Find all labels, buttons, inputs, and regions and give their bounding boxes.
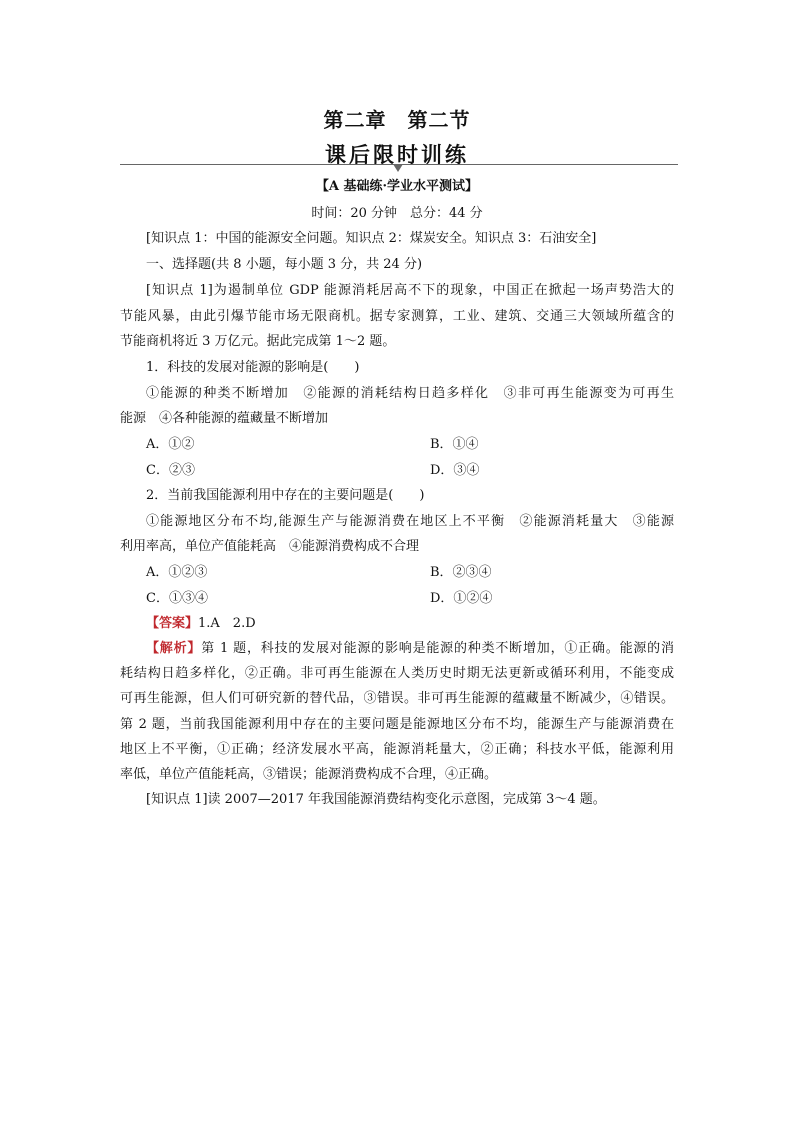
analysis-label: 【解析】 [146,641,202,656]
analysis-line-6: 率低，单位产值能耗高，③错误；能源消费构成不合理，④正确。 [120,767,498,782]
question-1-option-a: A．①② [146,437,195,452]
answer-label: 【答案】 [146,616,199,631]
knowledge-points: [知识点 1：中国的能源安全问题。知识点 2：煤炭安全。知识点 3：石油安全] [146,231,597,246]
intro-line-3: 节能商机将近 3 万亿元。据此完成第 1～2 题。 [120,334,396,349]
question-2-option-c: C．①③④ [146,591,208,606]
question-2-option-b: B．②③④ [430,565,492,580]
intro-line-1: [知识点 1]为遏制单位 GDP 能源消耗居高不下的现象，中国正在掀起一场声势浩大的 [146,283,674,298]
question-2-stem: 2．当前我国能源利用中存在的主要问题是( ) [146,488,425,503]
part-heading: 一、选择题(共 8 小题，每小题 3 分，共 24 分) [146,257,423,272]
analysis-line-4: 第 2 题，当前我国能源利用中存在的主要问题是能源地区分布不均，能源生产与能源消费在 [120,717,674,732]
question-1-stem: 1．科技的发展对能源的影响是( ) [146,360,360,375]
time-info: 时间：20 分钟 总分：44 分 [311,206,483,221]
next-item-intro: [知识点 1]读 2007—2017 年我国能源消费结构变化示意图，完成第 3～4 题。 [146,792,606,807]
analysis-line-2: 耗结构日趋多样化，②正确。非可再生能源在人类历史时期无法更新或循环利用，不能变成 [120,666,674,681]
chapter-title: 第二章 第二节 [323,108,471,132]
question-1-option-c: C．②③ [146,463,195,478]
question-1-line-1: ①能源的种类不断增加 ②能源的消耗结构日趋多样化 ③非可再生能源变为可再生 [146,386,674,401]
question-2-line-2: 利用率高，单位产值能耗高 ④能源消费构成不合理 [120,539,420,554]
question-2-option-a: A．①②③ [146,565,208,580]
question-1-line-2: 能源 ④各种能源的蕴藏量不断增加 [120,411,329,426]
page-title: 课后限时训练 [325,142,469,167]
question-1-option-b: B．①④ [430,437,479,452]
analysis-line-1 [146,640,674,658]
analysis-line-3: 可再生能源，但人们可研究新的替代品，③错误。非可再生能源的蕴藏量不断减少，④错误。 [120,691,674,706]
analysis-text-1: 第 1 题，科技的发展对能源的影响是能源的种类不断增加，①正确。能源的消 [201,641,674,656]
analysis-line-5: 地区上不平衡，①正确；经济发展水平高，能源消耗量大，②正确；科技水平低，能源利用 [120,742,674,757]
question-1-option-d: D．③④ [430,463,480,478]
answer-value: 1.A 2.D [198,616,256,631]
section-label: 【A 基础练·学业水平测试】 [315,179,479,194]
intro-line-2: 节能风暴，由此引爆节能市场无限商机。据专家测算，工业、建筑、交通三大领域所蕴含的 [120,309,674,324]
question-2-option-d: D．①②④ [430,591,493,606]
divider-triangle-icon [393,164,403,172]
question-2-line-1: ①能源地区分布不均,能源生产与能源消费在地区上不平衡 ②能源消耗量大 ③能源 [146,514,674,529]
answer-row [146,615,256,633]
